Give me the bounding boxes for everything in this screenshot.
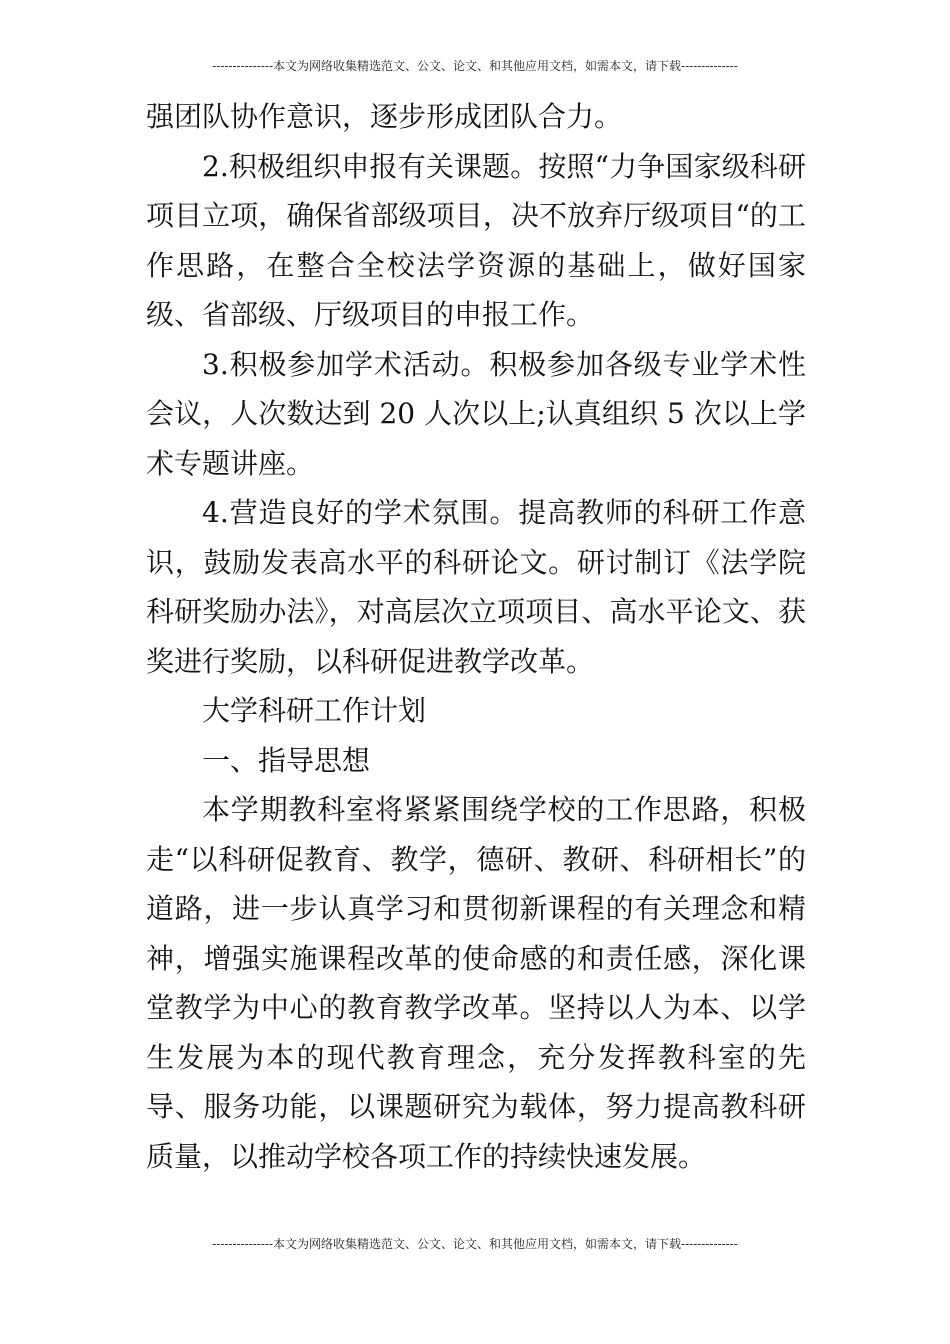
- paragraph-item-3: 3.积极参加学术活动。积极参加各级专业学术性会议，人次数达到 20 人次以上;认真组织 5 次以上学术专题讲座。: [146, 347, 806, 480]
- paragraph-continuation: 强团队协作意识，逐步形成团队合力。: [146, 100, 623, 133]
- paragraph-item-4: 4.营造良好的学术氛围。提高教师的科研工作意识，鼓励发表高水平的科研论文。研讨制订《法学院科研奖励办法》，对高层次立项项目、高水平论文、获奖进行奖励，以科研促进教学改革。: [146, 496, 806, 678]
- section-heading-guiding-thought: 一、指导思想: [202, 743, 371, 777]
- paragraph-guiding-thought: 本学期教科室将紧紧围绕学校的工作思路，积极走“以科研促教育、教学，德研、教研、科研相长”的道路，进一步认真学习和贯彻新课程的有关理念和精神，增强实施课程改革的使命感的和责任感，深化课堂教学为中心的教育教学改革。坚持以人为本、以学生发展为本的现代教育理念，充分发挥教科室的先导、服务功能，以课题研究为载体，努力提高教科研质量，以推动学校各项工作的持续快速发展。: [146, 793, 806, 1173]
- header-banner: ---------------本文为网络收集精选范文、公文、论文、和其他应用文档，如需本文，请下载--------------: [212, 59, 738, 73]
- document-body: [146, 92, 806, 1181]
- paragraph-item-2: 2.积极组织申报有关课题。按照“力争国家级科研项目立项，确保省部级项目，决不放弃厅级项目“的工作思路，在整合全校法学资源的基础上，做好国家级、省部级、厅级项目的申报工作。: [146, 149, 806, 331]
- footer-banner: ---------------本文为网络收集精选范文、公文、论文、和其他应用文档，如需本文，请下载--------------: [212, 1237, 738, 1251]
- section-title: 大学科研工作计划: [202, 694, 427, 727]
